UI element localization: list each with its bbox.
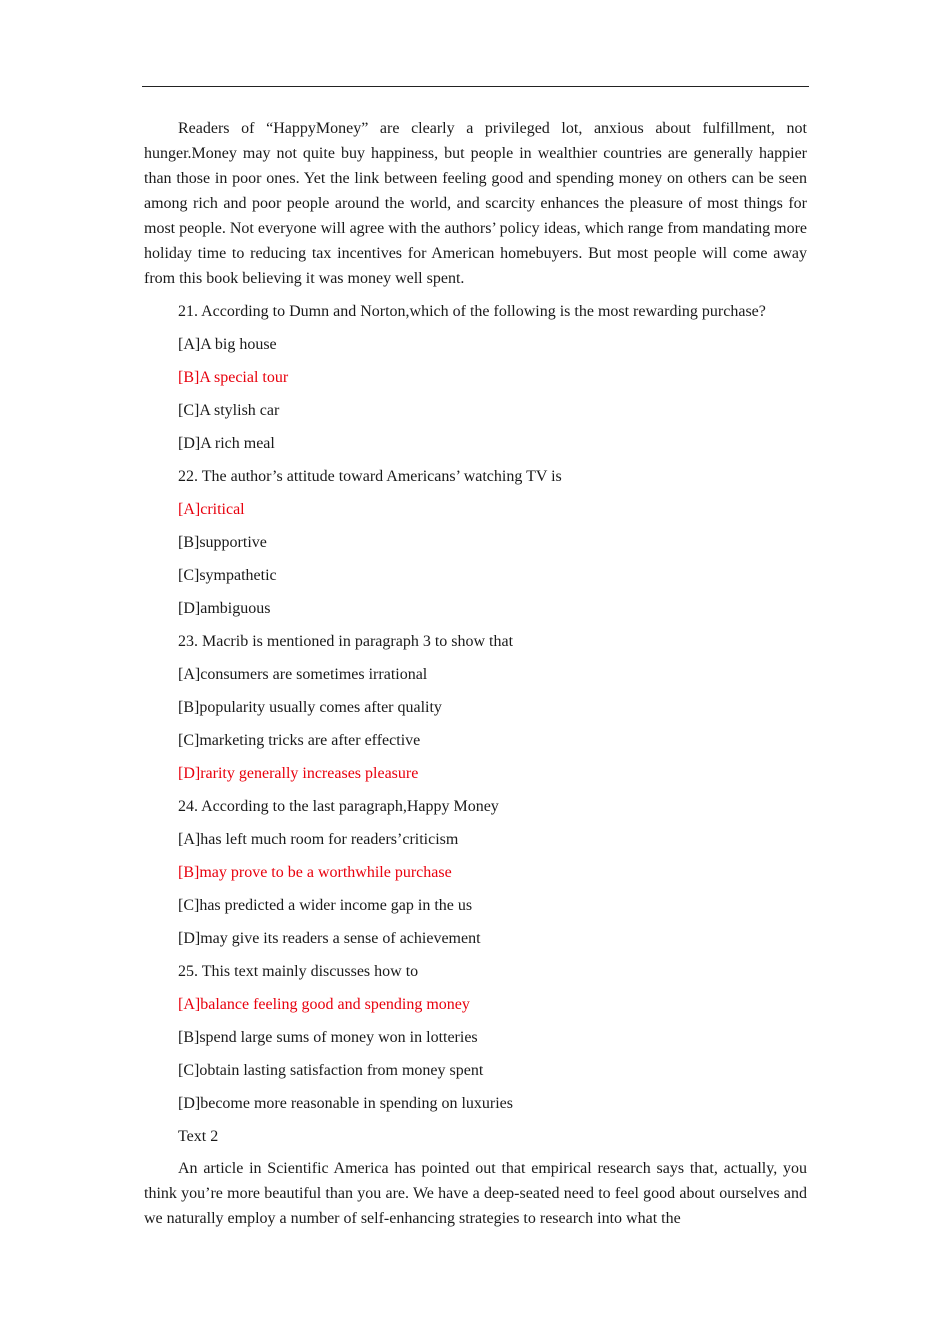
paragraph-2: An article in Scientific America has pointed out that empirical research says that, actually, you think you’re more beautiful than you are. We have a deep-seated need to feel good about ourselves and we naturally employ a number of self-enhancing strategies to research into what the: [144, 1160, 807, 1227]
question-stem: 24. According to the last paragraph,Happy Money: [178, 798, 499, 815]
option-d-answer: [D]rarity generally increases pleasure: [178, 765, 419, 782]
question-stem: 23. Macrib is mentioned in paragraph 3 to show that: [178, 633, 514, 650]
page-content: [144, 116, 807, 1231]
option-b-answer: [B]may prove to be a worthwhile purchase: [178, 864, 452, 881]
question-stem: 25. This text mainly discusses how to: [178, 963, 419, 980]
option-b: [B]supportive: [178, 534, 267, 551]
option-b-answer: [B]A special tour: [178, 369, 289, 386]
option-a: [A]A big house: [178, 336, 277, 353]
option-a: [A]has left much room for readers’criticism: [178, 831, 459, 848]
option-d: [D]become more reasonable in spending on luxuries: [178, 1095, 514, 1112]
option-c: [C]sympathetic: [178, 567, 277, 584]
header-rule: [142, 86, 809, 87]
option-a-answer: [A]balance feeling good and spending money: [178, 996, 470, 1013]
question-22: [144, 460, 807, 625]
option-c: [C]obtain lasting satisfaction from money spent: [178, 1062, 484, 1079]
paragraph-1: Readers of “HappyMoney” are clearly a privileged lot, anxious about fulfillment, not hunger.Money may not quite buy happiness, but people in wealthier countries are generally happier than those in poor ones. Yet the link between feeling good and spending money on others can be seen among rich and poor people around the world, and scarcity enhances the pleasure of most things for most people. Not everyone will agree with the authors’ policy ideas, which range from mandating more holiday time to reducing tax incentives for American homebuyers. But most people will come away from this book believing it was money well spent.: [144, 120, 807, 287]
question-24: [144, 790, 807, 955]
question-stem: 22. The author’s attitude toward Americans’ watching TV is: [178, 468, 562, 485]
section-heading: Text 2: [178, 1128, 219, 1145]
option-d: [D]may give its readers a sense of achievement: [178, 930, 481, 947]
question-23: [144, 625, 807, 790]
option-b: [B]popularity usually comes after quality: [178, 699, 442, 716]
option-a: [A]consumers are sometimes irrational: [178, 666, 428, 683]
option-c: [C]has predicted a wider income gap in the us: [178, 897, 473, 914]
option-d: [D]A rich meal: [178, 435, 275, 452]
option-c: [C]marketing tricks are after effective: [178, 732, 421, 749]
option-d: [D]ambiguous: [178, 600, 271, 617]
option-c: [C]A stylish car: [178, 402, 280, 419]
question-stem: 21. According to Dumn and Norton,which of the following is the most rewarding purchase?: [178, 303, 766, 320]
option-b: [B]spend large sums of money won in lotteries: [178, 1029, 478, 1046]
option-a-answer: [A]critical: [178, 501, 245, 518]
question-25: [144, 955, 807, 1120]
question-21: [144, 295, 807, 460]
